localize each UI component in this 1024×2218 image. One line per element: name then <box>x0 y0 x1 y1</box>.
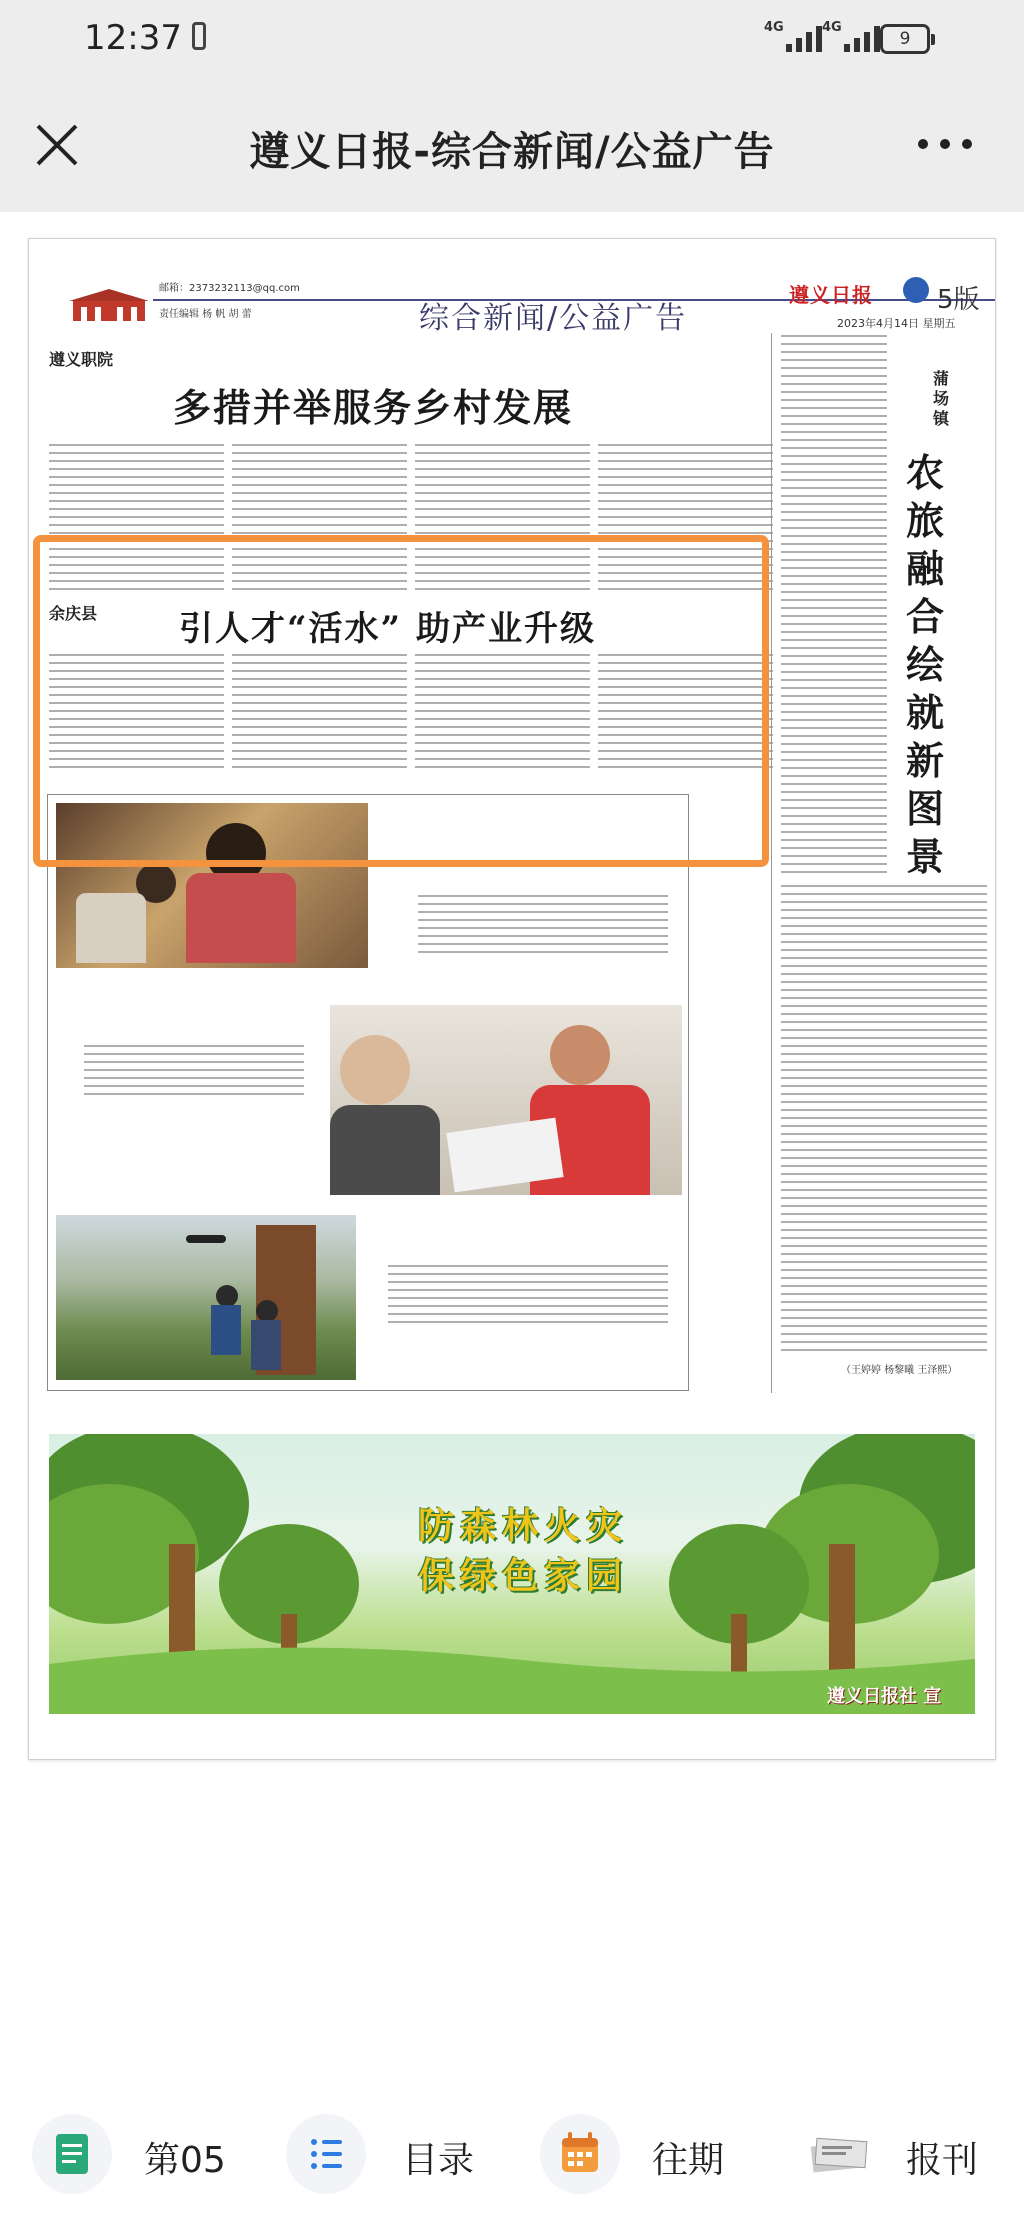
newspaper-page[interactable] <box>28 238 996 1760</box>
tab-contents[interactable] <box>286 2114 486 2194</box>
tab-label: 目录 <box>402 2140 475 2181</box>
newspaper-icon <box>800 2114 880 2194</box>
tab-page[interactable] <box>32 2114 232 2194</box>
status-time: 12:37 <box>84 18 182 58</box>
more-icon[interactable] <box>918 135 974 155</box>
calendar-icon <box>540 2114 620 2194</box>
bottom-tab-bar <box>0 2102 1024 2218</box>
photo-drone-field[interactable] <box>56 1215 356 1380</box>
article-region-label: 余庆县 <box>49 604 98 623</box>
ad-credit: 遵义日报社 宣 <box>827 1686 942 1707</box>
public-service-ad[interactable] <box>49 1434 975 1714</box>
page-icon <box>32 2114 112 2194</box>
side-article-region: 蒲场镇 <box>932 369 949 428</box>
article-headline[interactable]: 多措并举服务乡村发展 <box>173 385 574 430</box>
article-highlight-box[interactable] <box>33 535 769 867</box>
masthead-email: 邮箱：2373232113@qq.com <box>159 283 300 294</box>
photo-collage[interactable] <box>47 794 689 1391</box>
tab-label: 报刊 <box>906 2140 979 2181</box>
ad-slogan-line1: 防森林火灾 <box>417 1506 628 1547</box>
tab-newspapers[interactable] <box>800 2114 1000 2194</box>
masthead-section: 综合新闻/公益广告 <box>419 301 688 336</box>
battery-level: 9 <box>899 29 911 49</box>
list-icon <box>286 2114 366 2194</box>
caption-text <box>84 1045 304 1095</box>
side-article-credits: （王婷婷 杨黎曦 王泽熙） <box>841 1365 958 1376</box>
logo-mark-icon <box>903 277 929 303</box>
caption-text <box>388 1265 668 1325</box>
masthead-date: 2023年4月14日 星期五 <box>837 317 956 330</box>
nav-bar <box>0 80 1024 212</box>
newspaper-viewer[interactable] <box>0 212 1024 2102</box>
article-region-label: 遵义职院 <box>49 350 114 369</box>
signal-label: 4G <box>822 20 842 35</box>
article-body-text <box>781 335 887 875</box>
photo-caption <box>418 895 668 955</box>
signal-label: 4G <box>764 20 784 35</box>
status-bar <box>0 0 1024 80</box>
tab-label: 往期 <box>652 2140 725 2181</box>
page-title: 遵义日报-综合新闻/公益广告 <box>249 129 775 175</box>
column-divider <box>771 333 772 1393</box>
caption-text <box>418 895 668 955</box>
photo-caption <box>84 1045 304 1095</box>
battery-icon <box>880 24 930 54</box>
tab-label: 第05 <box>144 2140 226 2181</box>
page-number: 5版 <box>937 285 980 315</box>
article-headline[interactable]: 引人才“活水” 助产业升级 <box>179 609 596 649</box>
masthead-editors: 责任编辑 杨 帆 胡 蕾 <box>159 309 252 320</box>
photo-volunteers[interactable] <box>330 1005 682 1195</box>
vibrate-icon <box>192 22 206 50</box>
photo-caption <box>388 1265 668 1325</box>
close-icon[interactable] <box>32 120 82 170</box>
side-article-headline[interactable]: 农旅融合绘就新图景 <box>905 450 944 879</box>
newspaper-logo: 遵义日报 <box>789 283 873 307</box>
building-icon <box>69 289 149 325</box>
tab-past-issues[interactable] <box>540 2114 740 2194</box>
ad-slogan-line2: 保绿色家园 <box>417 1556 628 1597</box>
article-body-text <box>781 885 987 1353</box>
